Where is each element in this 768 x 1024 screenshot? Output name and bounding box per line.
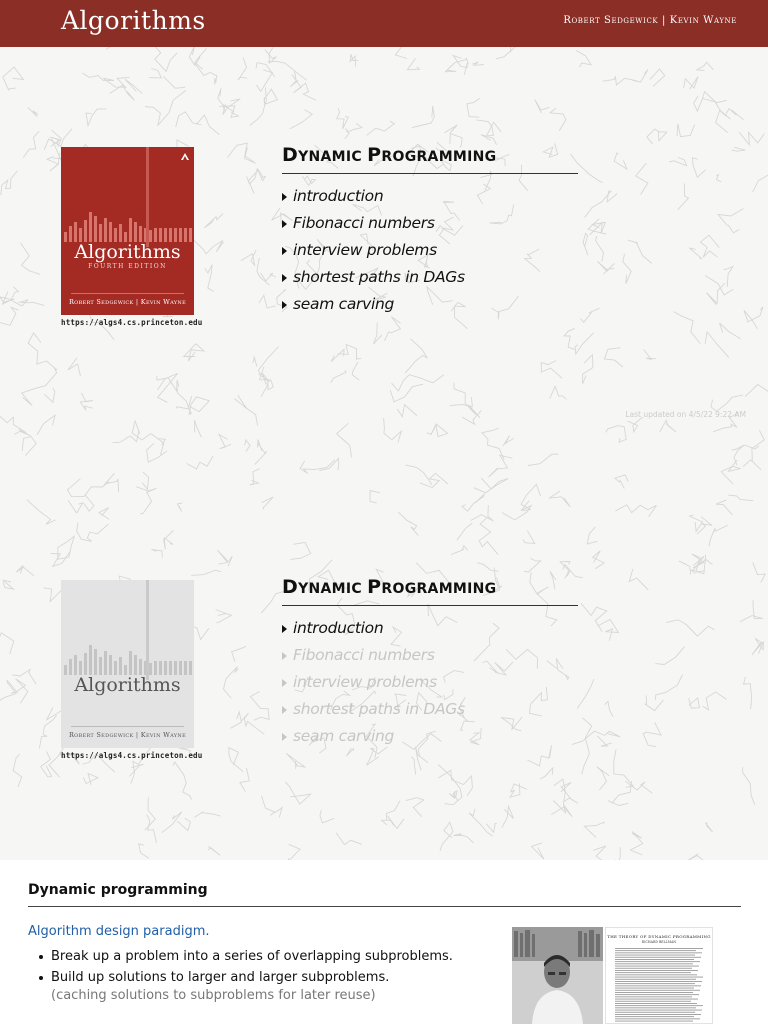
cover-bar — [89, 645, 92, 675]
cover-divider — [71, 293, 184, 294]
cover-highlight-bar — [146, 147, 149, 247]
cover-bar — [104, 218, 107, 242]
cover-bar — [69, 226, 72, 242]
bullet-item — [38, 967, 453, 988]
cover-bar — [114, 661, 117, 675]
cover-bar — [169, 661, 172, 675]
triangle-bullet-icon — [282, 679, 287, 687]
triangle-bullet-icon — [282, 652, 287, 660]
cover-bar — [164, 228, 167, 242]
toc-item-label: interview problems — [293, 673, 437, 691]
portrait-icon — [512, 927, 603, 1024]
section-title — [282, 576, 496, 598]
cover-bar — [94, 649, 97, 675]
section-title-rule — [282, 605, 578, 606]
toc-item-label: Fibonacci numbers — [293, 214, 435, 232]
authors-text: Robert Sedgewick | Kevin Wayne — [563, 15, 737, 26]
toc-item-label: Fibonacci numbers — [293, 646, 435, 664]
brand-title[interactable]: Algorithms — [61, 6, 206, 35]
title-rest-1: YNAMIC — [298, 149, 368, 165]
toc-item[interactable] — [282, 237, 465, 264]
cover-bar — [139, 659, 142, 675]
cover-bar — [84, 220, 87, 242]
cover-bar — [189, 228, 192, 242]
cover-bar — [169, 228, 172, 242]
publisher-logo-icon — [180, 152, 190, 162]
toc-item-label: seam carving — [293, 727, 395, 745]
cover-bar — [119, 657, 122, 675]
toc-item[interactable] — [282, 210, 465, 237]
book-cover-gray[interactable] — [61, 580, 194, 748]
cover-divider — [71, 726, 184, 727]
triangle-bullet-icon — [282, 193, 287, 201]
cover-bar — [74, 222, 77, 242]
title-rest-2: ROGRAMMING — [381, 581, 497, 597]
bullet-item — [38, 946, 453, 967]
toc-item-label: introduction — [293, 187, 384, 205]
cover-bar — [179, 228, 182, 242]
cover-bar — [154, 228, 157, 242]
cover-highlight-bar — [146, 580, 149, 680]
paper-title: THE THEORY OF DYNAMIC PROGRAMMING — [607, 934, 711, 939]
cover-bar — [109, 655, 112, 675]
toc-item[interactable] — [282, 669, 465, 696]
section-title-rule — [282, 173, 578, 174]
table-of-contents-progress — [282, 615, 465, 750]
title-initial-2: P — [367, 144, 382, 166]
toc-item[interactable] — [282, 642, 465, 669]
cover-authors-text: Robert Sedgewick | Kevin Wayne — [68, 731, 187, 739]
toc-item[interactable] — [282, 723, 465, 750]
toc-item[interactable] — [282, 183, 465, 210]
toc-item[interactable] — [282, 264, 465, 291]
slide-title-rule — [28, 906, 741, 907]
title-initial-2: P — [367, 576, 382, 598]
cover-bar — [129, 218, 132, 242]
portrait-photo — [512, 927, 603, 1024]
cover-bar — [79, 228, 82, 242]
cover-bar — [114, 228, 117, 242]
bullet-dot-icon — [39, 955, 43, 959]
cover-bar — [94, 216, 97, 242]
toc-item-label: shortest paths in DAGs — [293, 700, 465, 718]
cover-bar — [159, 228, 162, 242]
cover-bar — [189, 661, 192, 675]
toc-item-label: introduction — [293, 619, 384, 637]
cover-authors-text: Robert Sedgewick | Kevin Wayne — [68, 298, 187, 306]
cover-bars-graphic — [61, 147, 194, 247]
triangle-bullet-icon — [282, 247, 287, 255]
cover-bar — [119, 224, 122, 242]
toc-item[interactable] — [282, 696, 465, 723]
header-authors — [563, 15, 737, 26]
triangle-bullet-icon — [282, 625, 287, 633]
cover-bar — [129, 651, 132, 675]
cover-bar — [184, 228, 187, 242]
bullet-dot-icon — [39, 976, 43, 980]
book-cover[interactable] — [61, 147, 194, 315]
slide-subtitle: Algorithm design paradigm. — [28, 924, 210, 939]
section-title — [282, 144, 496, 166]
title-initial-1: D — [282, 144, 299, 166]
cover-bar — [174, 661, 177, 675]
cover-bar — [174, 228, 177, 242]
cover-bar — [104, 651, 107, 675]
title-rest-1: YNAMIC — [298, 581, 368, 597]
toc-item-label: shortest paths in DAGs — [293, 268, 465, 286]
triangle-bullet-icon — [282, 301, 287, 309]
cover-bar — [134, 655, 137, 675]
title-initial-1: D — [282, 576, 299, 598]
cover-bar — [184, 661, 187, 675]
triangle-bullet-icon — [282, 274, 287, 282]
bullet-list — [38, 946, 453, 988]
cover-bar — [134, 222, 137, 242]
cover-authors — [61, 731, 194, 739]
slide-title: Dynamic programming — [28, 882, 208, 898]
content-slide — [0, 860, 768, 1024]
cover-bar — [74, 655, 77, 675]
bullet-text: Break up a problem into a series of overlapping subproblems. — [51, 949, 453, 964]
cover-bar — [69, 659, 72, 675]
triangle-bullet-icon — [282, 220, 287, 228]
table-of-contents — [282, 183, 465, 318]
cover-bar — [164, 661, 167, 675]
toc-item[interactable] — [282, 291, 465, 318]
cover-bar — [99, 224, 102, 242]
cover-title: Algorithms — [74, 674, 181, 696]
cover-authors — [61, 298, 194, 306]
toc-item-label: seam carving — [293, 295, 395, 313]
triangle-bullet-icon — [282, 733, 287, 741]
triangle-bullet-icon — [282, 706, 287, 714]
paper-page-image — [605, 927, 713, 1024]
cover-bar — [109, 222, 112, 242]
cover-bar — [159, 661, 162, 675]
cover-bar — [99, 657, 102, 675]
cover-bar — [89, 212, 92, 242]
cover-bar — [179, 661, 182, 675]
toc-item-current[interactable] — [282, 615, 465, 642]
cover-bar — [84, 653, 87, 675]
bullet-note: (caching solutions to subproblems for later reuse) — [51, 988, 376, 1003]
toc-item-label: interview problems — [293, 241, 437, 259]
cover-edition: FOURTH EDITION — [88, 263, 167, 270]
header-bar — [0, 0, 768, 47]
site-url-link[interactable]: https://algs4.cs.princeton.edu — [61, 751, 203, 760]
cover-bars-graphic — [61, 580, 194, 680]
last-updated-text: Last updated on 4/5/22 9:22 AM — [625, 410, 746, 419]
cover-bar — [79, 661, 82, 675]
paper-author: RICHARD BELLMAN — [641, 940, 677, 944]
cover-bar — [139, 226, 142, 242]
site-url-link[interactable]: https://algs4.cs.princeton.edu — [61, 318, 203, 327]
bullet-text: Build up solutions to larger and larger subproblems. — [51, 970, 390, 985]
title-rest-2: ROGRAMMING — [381, 149, 497, 165]
cover-bar — [154, 661, 157, 675]
cover-title: Algorithms — [74, 241, 181, 263]
